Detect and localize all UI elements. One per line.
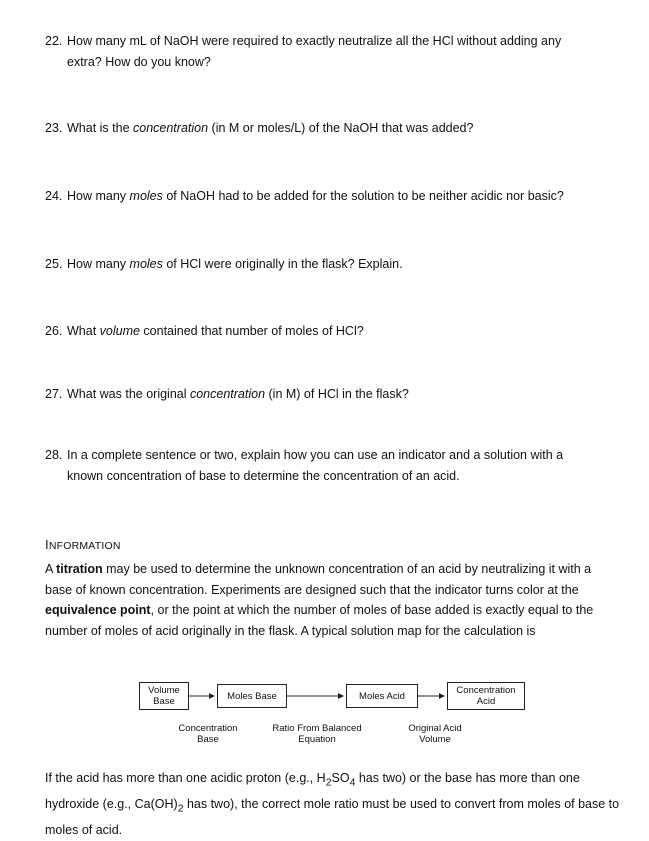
- subscript: 2: [325, 777, 332, 789]
- subscript: 2: [177, 803, 184, 815]
- label-line: Ratio From Balanced: [272, 723, 362, 734]
- question-text-post: of NaOH had to be added for the solution to be neither acidic nor basic?: [162, 189, 564, 203]
- question-emphasis: concentration: [189, 387, 266, 401]
- question-text: In a complete sentence or two, explain how you can use an indicator and a solution with a: [67, 448, 564, 462]
- para-text: If the acid has more than one acidic proton (e.g., H: [45, 771, 326, 785]
- question-number: 24.: [45, 189, 63, 203]
- label-line: Base: [197, 734, 219, 745]
- para-text: SO: [331, 771, 350, 785]
- question-number: 27.: [45, 387, 63, 401]
- box-line: Moles Acid: [359, 690, 405, 702]
- question-text-post: contained that number of moles of HCl?: [139, 324, 364, 338]
- box-line: Volume: [148, 685, 180, 696]
- question-text: What is the: [67, 121, 133, 135]
- para-text: , or the point at which the number of moles of base added is exactly equal to the number of moles of acid originally in the flask. A typical solution map for the calculation is: [45, 603, 594, 638]
- question-text-cont: extra? How do you know?: [67, 55, 211, 69]
- map-box-moles-acid: [346, 684, 418, 708]
- question-text-post: of HCl were originally in the flask? Explain.: [162, 257, 403, 271]
- label-line: Equation: [298, 734, 336, 745]
- box-line: Moles Base: [227, 690, 277, 702]
- term-titration: titration: [56, 562, 103, 576]
- subscript: 4: [349, 777, 356, 789]
- question-text-post: (in M or moles/L) of the NaOH that was added?: [208, 121, 474, 135]
- term-equivalence-point: equivalence point: [45, 603, 151, 618]
- question-emphasis: concentration: [133, 121, 209, 135]
- question-emphasis: moles: [129, 189, 163, 203]
- label-line: Concentration: [178, 723, 238, 734]
- question-number: 23.: [45, 121, 63, 135]
- label-line: Original Acid: [408, 723, 462, 734]
- heading-rest: NFORMATION: [48, 540, 121, 552]
- question-number: 28.: [45, 448, 63, 462]
- question-number: 25.: [45, 257, 63, 271]
- question-text: How many mL of NaOH were required to exactly neutralize all the HCl without adding any: [67, 34, 562, 48]
- map-label-ratio: [262, 723, 372, 745]
- box-line: Concentration: [456, 685, 516, 696]
- question-number: 22.: [45, 34, 63, 48]
- question-text: How many: [67, 189, 130, 203]
- box-line: Base: [153, 696, 175, 707]
- question-text: What was the original: [67, 387, 190, 401]
- map-label-original-acid-volume: [395, 723, 475, 745]
- question-text: What: [67, 324, 100, 338]
- para-text: A: [45, 562, 57, 576]
- label-line: Volume: [419, 734, 451, 745]
- map-box-volume-base: [139, 682, 189, 710]
- map-label-concentration-base: [168, 723, 248, 745]
- question-text-post: (in M) of HCl in the flask?: [265, 387, 409, 401]
- box-line: Acid: [476, 696, 496, 707]
- question-text: How many: [67, 257, 130, 271]
- question-text-cont: known concentration of base to determine the concentration of an acid.: [67, 469, 460, 483]
- para-text: has two), the correct mole ratio must be used to convert from moles of base to moles of acid.: [45, 797, 620, 838]
- question-emphasis: volume: [99, 324, 140, 338]
- para-text: may be used to determine the unknown concentration of an acid by neutralizing it with a base of known concentration. Experiments are designed such that the indicator turns color at the: [45, 562, 592, 597]
- information-paragraph-2: [45, 768, 620, 841]
- heading-initial: I: [45, 537, 49, 552]
- question-emphasis: moles: [129, 257, 163, 271]
- map-box-concentration-acid: [447, 682, 525, 710]
- question-number: 26.: [45, 324, 63, 338]
- map-box-moles-base: [217, 684, 287, 708]
- para-text: has two) or the base has more than one hydroxide (e.g., Ca(OH): [45, 771, 580, 812]
